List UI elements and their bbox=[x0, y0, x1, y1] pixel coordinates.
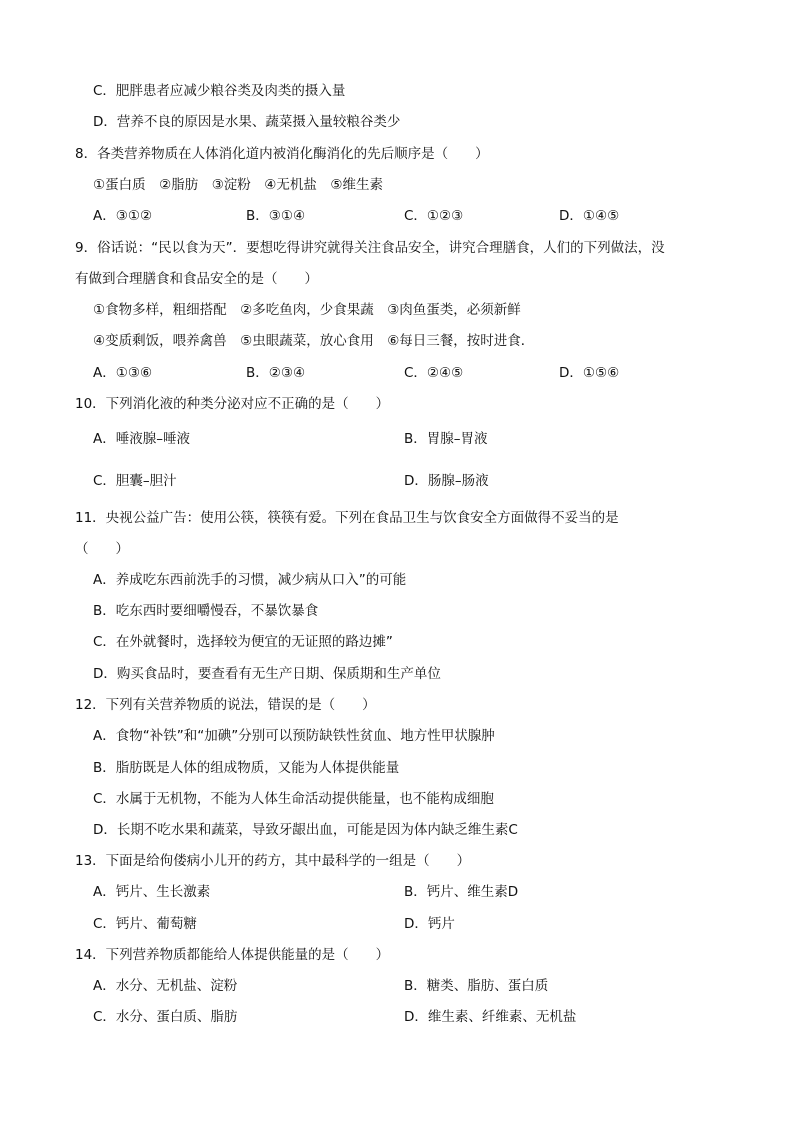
q10-option-a: A．唾液腺–唾液 bbox=[93, 431, 190, 447]
q14-option-c: C．水分、蛋白质、脂肪 bbox=[93, 1009, 238, 1025]
q7-option-c: C．肥胖患者应减少粮谷类及肉类的摄入量 bbox=[93, 83, 346, 99]
q13-stem: 13．下面是给佝偻病小儿开的药方，其中最科学的一组是（ ） bbox=[75, 853, 471, 869]
q9-option-d: D．①⑤⑥ bbox=[559, 365, 620, 381]
q10-option-c: C．胆囊–胆汁 bbox=[93, 473, 177, 489]
q9-option-c: C．②④⑤ bbox=[404, 365, 464, 381]
q11-stem: 11．央视公益广告：使用公筷，筷筷有爱。下列在食品卫生与饮食安全方面做得不妥当的是 bbox=[75, 510, 619, 526]
q8-items: ①蛋白质 ②脂肪 ③淀粉 ④无机盐 ⑤维生素 bbox=[93, 177, 384, 193]
q11-option-c: C．在外就餐时，选择较为便宜的无证照的路边摊” bbox=[93, 634, 393, 650]
q8-option-c: C．①②③ bbox=[404, 208, 464, 224]
q7-option-d: D．营养不良的原因是水果、蔬菜摄入量较粮谷类少 bbox=[93, 114, 401, 130]
q10-option-b: B．胃腺–胃液 bbox=[404, 431, 488, 447]
q14-stem: 14．下列营养物质都能给人体提供能量的是（ ） bbox=[75, 947, 390, 963]
q13-option-a: A．钙片、生长激素 bbox=[93, 884, 211, 900]
q10-stem: 10．下列消化液的种类分泌对应不正确的是（ ） bbox=[75, 396, 390, 412]
q13-option-b: B．钙片、维生素D bbox=[404, 884, 519, 900]
q9-stem: 9．俗话说：“民以食为天”．要想吃得讲究就得关注食品安全，讲究合理膳食，人们的下列做法，没 bbox=[75, 240, 665, 256]
q11-stem-cont: （ ） bbox=[75, 541, 129, 557]
q12-option-a: A．食物“补铁”和“加碘”分别可以预防缺铁性贫血、地方性甲状腺肿 bbox=[93, 728, 495, 744]
q12-stem: 12．下列有关营养物质的说法，错误的是（ ） bbox=[75, 697, 376, 713]
q12-option-b: B．脂肪既是人体的组成物质，又能为人体提供能量 bbox=[93, 760, 400, 776]
q10-option-d: D．肠腺–肠液 bbox=[404, 473, 489, 489]
q14-option-d: D．维生素、纤维素、无机盐 bbox=[404, 1009, 577, 1025]
q8-option-b: B．③①④ bbox=[246, 208, 306, 224]
q8-option-a: A．③①② bbox=[93, 208, 153, 224]
q9-items-2: ④变质剩饭，喂养禽兽 ⑤虫眼蔬菜，放心食用 ⑥每日三餐，按时进食． bbox=[93, 333, 535, 349]
q12-option-c: C．水属于无机物，不能为人体生命活动提供能量，也不能构成细胞 bbox=[93, 791, 494, 807]
q11-option-d: D．购买食品时，要查看有无生产日期、保质期和生产单位 bbox=[93, 666, 441, 682]
q11-option-b: B．吃东西时要细嚼慢吞，不暴饮暴食 bbox=[93, 603, 319, 619]
q13-option-c: C．钙片、葡萄糖 bbox=[93, 916, 197, 932]
q13-option-d: D．钙片 bbox=[404, 916, 455, 932]
q8-stem: 8．各类营养物质在人体消化道内被消化酶消化的先后顺序是（ ） bbox=[75, 146, 489, 162]
q14-option-b: B．糖类、脂肪、蛋白质 bbox=[404, 978, 549, 994]
q12-option-d: D．长期不吃水果和蔬菜，导致牙龈出血，可能是因为体内缺乏维生素C bbox=[93, 822, 518, 838]
q11-option-a: A．养成吃东西前洗手的习惯，减少病从口入”的可能 bbox=[93, 572, 407, 588]
q9-items-1: ①食物多样，粗细搭配 ②多吃鱼肉，少食果蔬 ③肉鱼蛋类，必须新鲜 bbox=[93, 302, 521, 318]
q8-option-d: D．①④⑤ bbox=[559, 208, 620, 224]
q14-option-a: A．水分、无机盐、淀粉 bbox=[93, 978, 238, 994]
q9-option-a: A．①③⑥ bbox=[93, 365, 153, 381]
q9-option-b: B．②③④ bbox=[246, 365, 306, 381]
q9-stem-cont: 有做到合理膳食和食品安全的是（ ） bbox=[75, 271, 318, 287]
